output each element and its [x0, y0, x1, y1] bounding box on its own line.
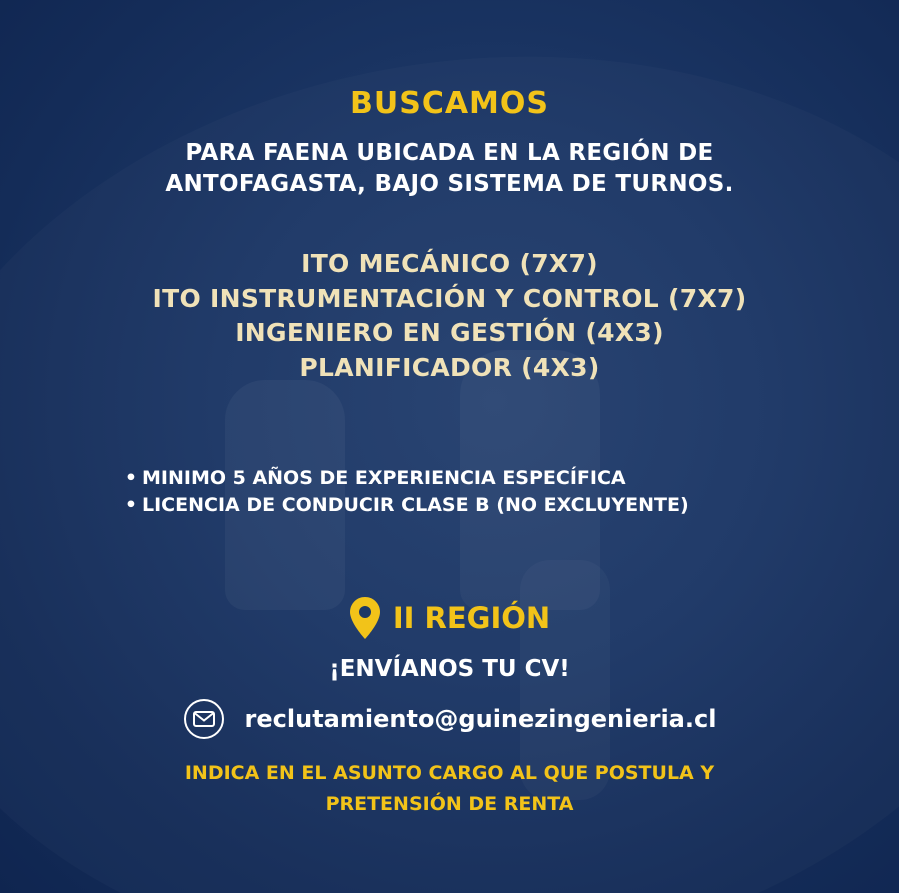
mail-icon [183, 698, 225, 740]
footer-line: PRETENSIÓN DE RENTA [325, 793, 574, 815]
region-label: II REGIÓN [392, 601, 551, 635]
role-item: PLANIFICADOR (4X3) [299, 352, 600, 382]
role-item: ITO MECÁNICO (7X7) [301, 249, 598, 278]
intro-line: ANTOFAGASTA, BAJO SISTEMA DE TURNOS. [165, 171, 734, 197]
requirement-item: • LICENCIA DE CONDUCIR CLASE B (NO EXCLUYENTE) [120, 492, 689, 519]
intro-text [0, 138, 899, 200]
intro-line: PARA FAENA UBICADA EN LA REGIÓN DE [185, 140, 714, 166]
cta-text: ¡ENVÍANOS TU CV! [329, 656, 570, 682]
location-pin-icon [349, 596, 381, 640]
region-row [0, 596, 899, 640]
requirement-item: • MINIMO 5 AÑOS DE EXPERIENCIA ESPECÍFICA [120, 465, 689, 492]
roles-list [0, 247, 899, 385]
requirements-list [120, 465, 689, 519]
role-item: INGENIERO EN GESTIÓN (4X3) [235, 318, 664, 347]
contact-email[interactable]: reclutamiento@guinezingenieria.cl [244, 705, 717, 733]
footer-line: INDICA EN EL ASUNTO CARGO AL QUE POSTULA Y [184, 762, 715, 784]
role-item: ITO INSTRUMENTACIÓN Y CONTROL (7X7) [152, 283, 747, 313]
headline: BUSCAMOS [349, 86, 550, 121]
contact-row [0, 698, 899, 740]
footer-note [0, 758, 899, 820]
